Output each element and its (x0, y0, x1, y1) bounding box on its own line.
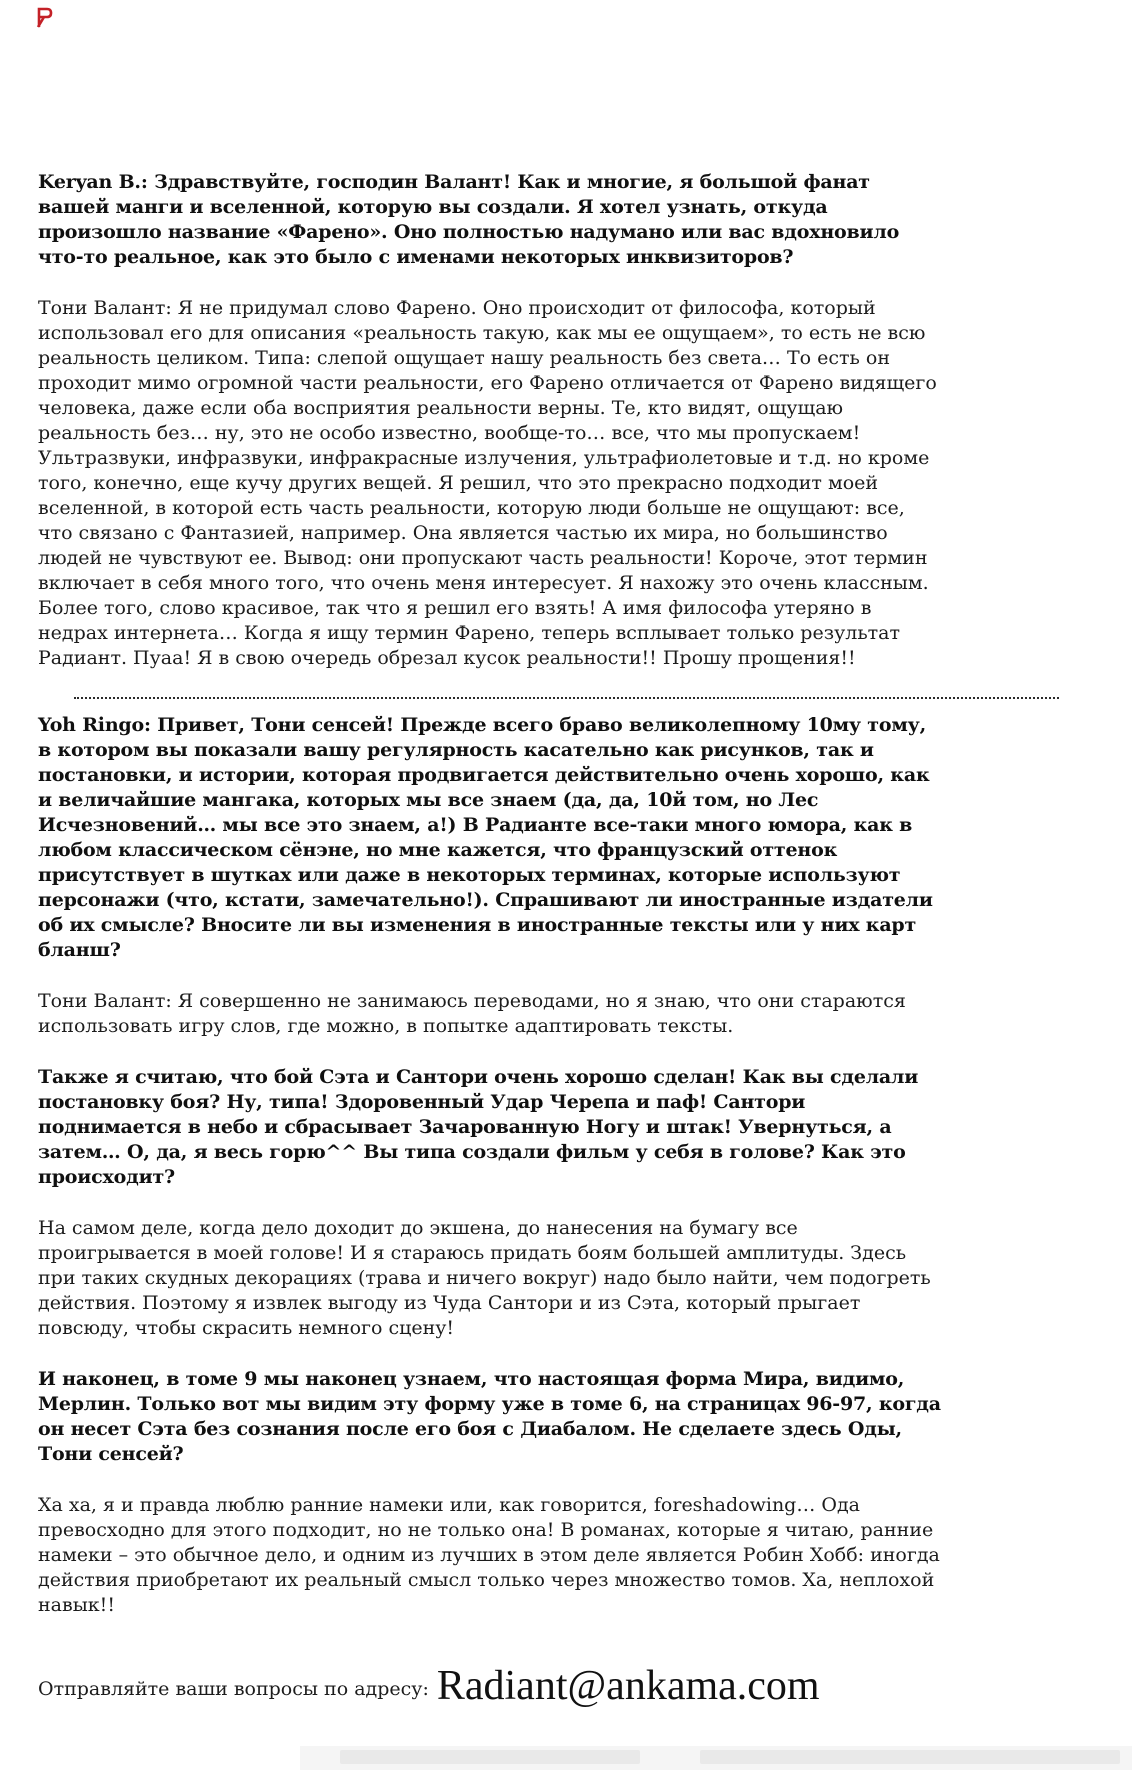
dotted-separator (74, 697, 1059, 699)
footer-prompt: Отправляйте ваши вопросы по адресу: (38, 1678, 429, 1700)
scan-artifact-block (700, 1750, 1120, 1764)
red-mark-icon (34, 5, 56, 31)
paragraph: Тони Валант: Я совершенно не занимаюсь переводами, но я знаю, что они стараются использовать игру слов, где можно, в попытке адаптировать тексты. (38, 990, 906, 1037)
scan-artifact-block (340, 1750, 640, 1764)
footer-email: Radiant@ankama.com (436, 1663, 820, 1709)
paragraph: Keryan B.: Здравствуйте, господин Валант! Как и многие, я большой фанат вашей манги и вселенной, которую вы создали. Я хотел узнать, откуда произошло название «Фарено». Оно полностью надумано или вас вдохновило что-то реальное, как это было с именами некоторых инквизиторов? (38, 171, 900, 268)
scan-artifact-strip (300, 1746, 1132, 1770)
qa-text-column (38, 170, 944, 1710)
paragraph: Yoh Ringo: Привет, Тони сенсей! Прежде всего браво великолепному 10му тому, в котором вы показали вашу регулярность касательно как рисунков, так и постановки, и истории, которая продвигается действительно очень хорошо, как и величайшие мангака, которых мы все знаем (да, да, 10й том, но Лес Исчезновений… мы все это знаем, а!) В Радианте все-таки много юмора, как в любом классическом сёнэне, но мне кажется, что французский оттенок присутствует в шутках или даже в некоторых терминах, которые используют персонажи (что, кстати, замечательно!). Спрашивают ли иностранные издатели об их смысле? Вносите ли вы изменения в иностранные тексты или у них карт бланш? (38, 714, 933, 961)
paragraph: Ха ха, я и правда люблю ранние намеки или, как говорится, foreshadowing… Ода превосходно для этого подходит, но не только она! В романах, которые я читаю, ранние намеки – это обычное дело, и одним из лучших в этом деле является Робин Хобб: иногда действия приобретают их реальный смысл только через множество томов. Ха, неплохой навык!! (38, 1494, 940, 1616)
paragraph: На самом деле, когда дело доходит до экшена, до нанесения на бумагу все проигрывается в моей голове! И я стараюсь придать боям большей амплитуды. Здесь при таких скудных декорациях (трава и ничего вокруг) надо было найти, чем подогреть действия. Поэтому я извлек выгоду из Чуда Сантори и из Сэта, который прыгает повсюду, чтобы скрасить немного сцену! (38, 1217, 931, 1339)
paragraph: Тони Валант: Я не придумал слово Фарено. Оно происходит от философа, который использовал его для описания «реальность такую, как мы ее ощущаем», то есть не всю реальность целиком. Типа: слепой ощущает нашу реальность без света… То есть он проходит мимо огромной части реальности, его Фарено отличается от Фарено видящего человека, даже если оба восприятия реальности верны. Те, кто видят, ощущаю реальность без… ну, это не особо известно, вообще-то… все, что мы пропускаем! Ультразвуки, инфразвуки, инфракрасные излучения, ультрафиолетовые и т.д. но кроме того, конечно, еще кучу других вещей. Я решил, что это прекрасно подходит моей вселенной, в которой есть часть реальности, которую люди больше не ощущают: все, что связано с Фантазией, например. Она является частью их мира, но большинство людей не чувствуют ее. Вывод: они пропускают часть реальности! Короче, этот термин включает в себя много того, что очень меня интересует. Я нахожу это очень классным. Более того, слово красивое, так что я решил его взять! А имя философа утеряно в недрах интернета… Когда я ищу термин Фарено, теперь всплывает только результат Радиант. Пуаа! Я в свою очередь обрезал кусок реальности!! Прошу прощения!! (38, 297, 937, 669)
paragraph: И наконец, в томе 9 мы наконец узнаем, что настоящая форма Мира, видимо, Мерлин. Только вот мы видим эту форму уже в томе 6, на страницах 96-97, когда он несет Сэта без сознания после его боя с Диабалом. Не сделаете здесь Оды, Тони сенсей? (38, 1368, 941, 1465)
paragraph: Также я считаю, что бой Сэта и Сантори очень хорошо сделан! Как вы сделали постановку боя? Ну, типа! Здоровенный Удар Черепа и паф! Сантори поднимается в небо и сбрасывает Зачарованную Ногу и штак! Увернуться, а затем… О, да, я весь горю^^ Вы типа создали фильм у себя в голове? Как это происходит? (38, 1066, 919, 1188)
footer-line (38, 1662, 944, 1710)
